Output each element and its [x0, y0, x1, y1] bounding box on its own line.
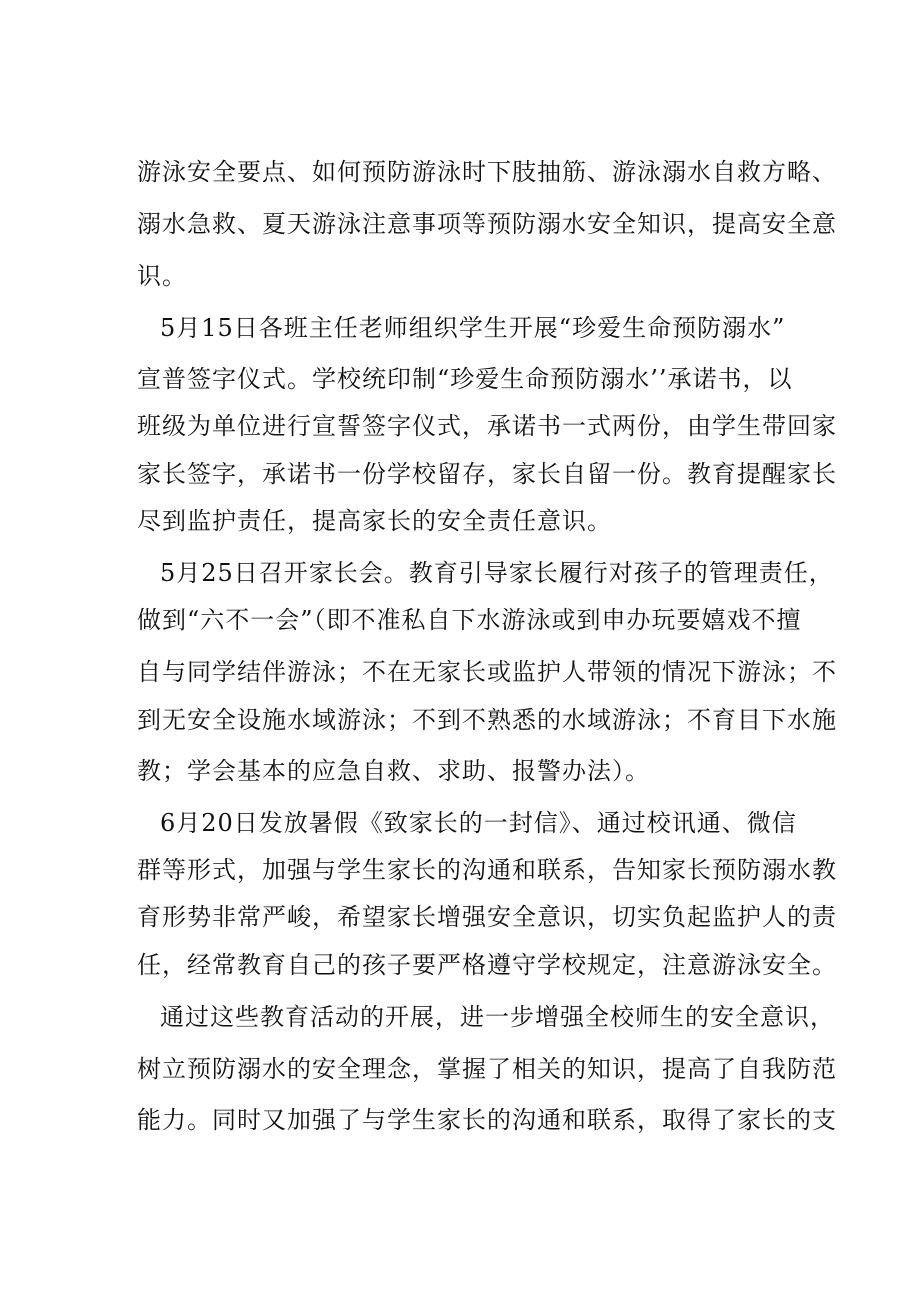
text-line: 6月20日发放暑假《致家长的一封信》、通过校讯通、微信: [160, 809, 797, 837]
text-line: 自与同学结伴游泳；不在无家长或监护人带领的情况下游泳；不: [137, 658, 837, 686]
text-line: 5月25日召开家长会。教育引导家长履行对孩子的管理责任，: [160, 559, 834, 587]
text-line: 到无安全设施水域游泳；不到不熟悉的水域游泳；不育目下水施: [137, 706, 837, 734]
text-line: 做到“六不一会”（即不准私自下水游泳或到申办玩要嬉戏不擅: [137, 606, 802, 634]
text-line: 任，经常教育自己的孩子要严格遵守学校规定，注意游泳安全。: [137, 951, 837, 979]
text-line: 通过这些教育活动的开展，进一步增强全校师生的安全意识，: [160, 1003, 835, 1031]
text-line: 家长签字，承诺书一份学校留存，家长自留一份。教育提醒家长: [137, 460, 837, 488]
text-line: 宣普签字仪式。学校统印制“珍爱生命预防溺水’’承诺书，以: [137, 365, 793, 393]
text-line: 尽到监护责任，提高家长的安全责任意识。: [137, 507, 612, 535]
text-line: 溺水急救、夏天游泳注意事项等预防溺水安全知识，提高安全意: [137, 210, 837, 238]
text-line: 能力。同时又加强了与学生家长的沟通和联系，取得了家长的支: [137, 1106, 837, 1134]
text-line: 教；学会基本的应急自救、求助、报警办法）。: [137, 757, 650, 785]
text-line: 班级为单位进行宣誓签字仪式，承诺书一式两份，由学生带回家: [137, 412, 837, 440]
text-line: 树立预防溺水的安全理念，掌握了相关的知识，提高了自我防范: [137, 1055, 837, 1083]
text-line: 5月15日各班主任老师组织学生开展“珍爱生命预防溺水”: [160, 314, 786, 342]
text-line: 识。: [137, 262, 187, 290]
text-line: 育形势非常严峻，希望家长增强安全意识，切实负起监护人的责: [137, 903, 837, 931]
text-line: 游泳安全要点、如何预防游泳时下肢抽筋、游泳溺水自救方略、: [137, 158, 837, 186]
text-line: 群等形式，加强与学生家长的沟通和联系，告知家长预防溺水教: [137, 856, 837, 884]
